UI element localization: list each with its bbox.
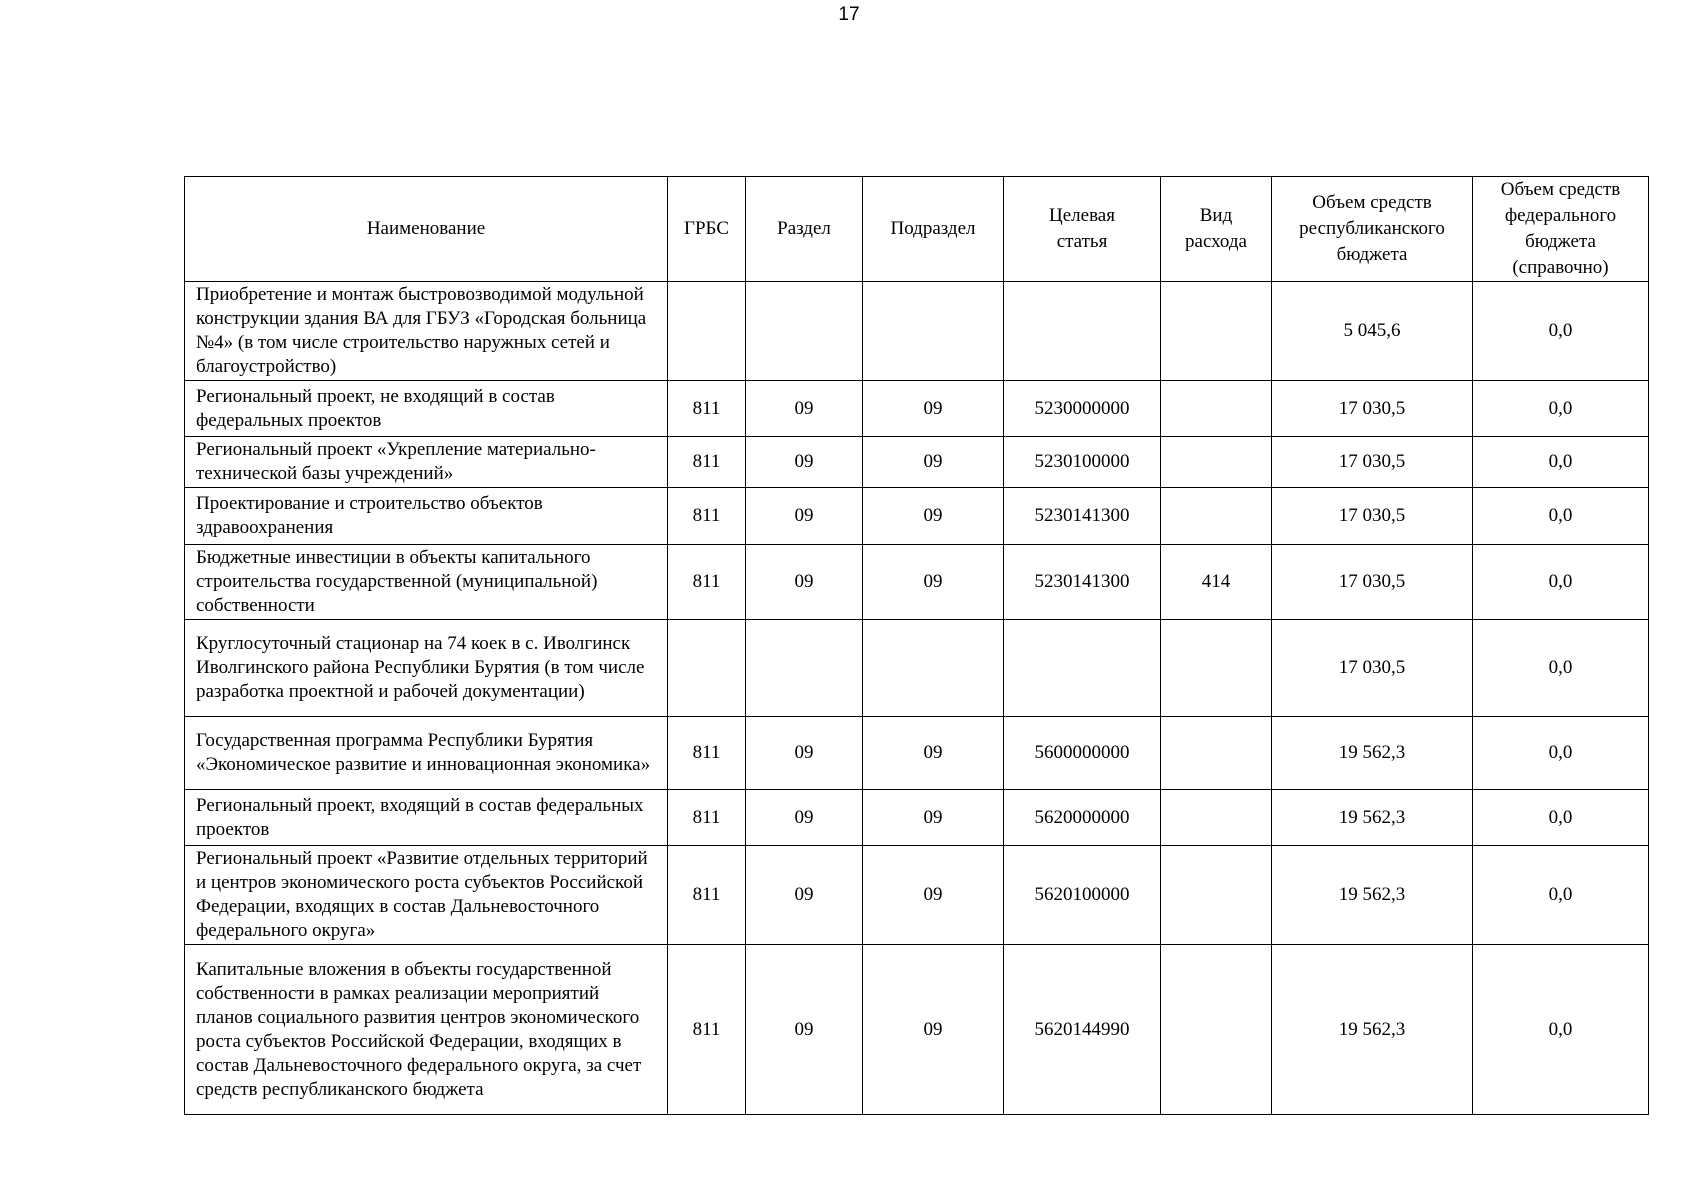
cell-grbs: 811 <box>668 545 746 620</box>
header-target-article: Целевая статья <box>1004 177 1161 282</box>
cell-name: Государственная программа Республики Бурятия «Экономическое развитие и инновационная экономика» <box>185 717 668 790</box>
cell-name: Региональный проект «Развитие отдельных территорий и центров экономического роста субъектов Российской Федерации, входящих в состав Дальневосточного федерального округа» <box>185 846 668 945</box>
cell-republic-budget: 19 562,3 <box>1272 945 1473 1115</box>
table-row <box>185 945 1649 1115</box>
cell-name: Круглосуточный стационар на 74 коек в с. Иволгинск Иволгинского района Республики Бурятия (в том числе разработка проектной и рабочей документации) <box>185 620 668 717</box>
header-row <box>185 177 1649 282</box>
header-name: Наименование <box>185 177 668 282</box>
cell-subsection <box>863 620 1004 717</box>
table-row <box>185 846 1649 945</box>
cell-expense-type <box>1161 488 1272 545</box>
cell-target-article <box>1004 620 1161 717</box>
cell-federal-budget: 0,0 <box>1473 282 1649 381</box>
cell-target-article: 5230100000 <box>1004 437 1161 488</box>
cell-grbs <box>668 282 746 381</box>
table-row <box>185 790 1649 846</box>
cell-grbs: 811 <box>668 488 746 545</box>
cell-federal-budget: 0,0 <box>1473 545 1649 620</box>
cell-subsection: 09 <box>863 437 1004 488</box>
header-federal-budget: Объем средств федерального бюджета (справочно) <box>1473 177 1649 282</box>
cell-target-article: 5620100000 <box>1004 846 1161 945</box>
cell-name: Проектирование и строительство объектов здравоохранения <box>185 488 668 545</box>
cell-name: Региональный проект «Укрепление материально-технической базы учреждений» <box>185 437 668 488</box>
cell-federal-budget: 0,0 <box>1473 488 1649 545</box>
cell-grbs <box>668 620 746 717</box>
cell-federal-budget: 0,0 <box>1473 846 1649 945</box>
cell-republic-budget: 19 562,3 <box>1272 790 1473 846</box>
cell-grbs: 811 <box>668 437 746 488</box>
cell-grbs: 811 <box>668 790 746 846</box>
cell-name: Бюджетные инвестиции в объекты капитального строительства государственной (муниципальной) собственности <box>185 545 668 620</box>
table-row <box>185 620 1649 717</box>
cell-republic-budget: 19 562,3 <box>1272 717 1473 790</box>
cell-expense-type <box>1161 717 1272 790</box>
cell-republic-budget: 17 030,5 <box>1272 620 1473 717</box>
cell-grbs: 811 <box>668 717 746 790</box>
cell-target-article: 5230141300 <box>1004 488 1161 545</box>
cell-republic-budget: 17 030,5 <box>1272 545 1473 620</box>
header-republic-budget: Объем средств республиканского бюджета <box>1272 177 1473 282</box>
table-body <box>185 282 1649 1115</box>
table-row <box>185 381 1649 437</box>
cell-section: 09 <box>746 437 863 488</box>
header-expense-type: Вид расхода <box>1161 177 1272 282</box>
cell-section: 09 <box>746 488 863 545</box>
cell-name: Приобретение и монтаж быстровозводимой модульной конструкции здания ВА для ГБУЗ «Городская больница №4» (в том числе строительство наружных сетей и благоустройство) <box>185 282 668 381</box>
cell-subsection: 09 <box>863 790 1004 846</box>
cell-expense-type <box>1161 945 1272 1115</box>
cell-grbs: 811 <box>668 945 746 1115</box>
cell-federal-budget: 0,0 <box>1473 381 1649 437</box>
cell-section: 09 <box>746 846 863 945</box>
cell-target-article: 5620000000 <box>1004 790 1161 846</box>
cell-federal-budget: 0,0 <box>1473 620 1649 717</box>
header-grbs: ГРБС <box>668 177 746 282</box>
cell-subsection: 09 <box>863 945 1004 1115</box>
cell-expense-type <box>1161 282 1272 381</box>
cell-section: 09 <box>746 545 863 620</box>
cell-name: Капитальные вложения в объекты государственной собственности в рамках реализации мероприятий планов социального развития центров экономического роста субъектов Российской Федерации, входящих в состав Дальневосточного федерального округа, за счет средств республиканского бюджета <box>185 945 668 1115</box>
cell-republic-budget: 17 030,5 <box>1272 437 1473 488</box>
header-section: Раздел <box>746 177 863 282</box>
cell-expense-type <box>1161 437 1272 488</box>
cell-name: Региональный проект, входящий в состав федеральных проектов <box>185 790 668 846</box>
cell-subsection: 09 <box>863 846 1004 945</box>
cell-republic-budget: 19 562,3 <box>1272 846 1473 945</box>
cell-section: 09 <box>746 717 863 790</box>
table-row <box>185 282 1649 381</box>
table-row <box>185 545 1649 620</box>
cell-name: Региональный проект, не входящий в состав федеральных проектов <box>185 381 668 437</box>
cell-target-article: 5230141300 <box>1004 545 1161 620</box>
cell-republic-budget: 17 030,5 <box>1272 488 1473 545</box>
cell-expense-type <box>1161 790 1272 846</box>
cell-target-article <box>1004 282 1161 381</box>
cell-expense-type: 414 <box>1161 545 1272 620</box>
cell-expense-type <box>1161 846 1272 945</box>
table-row <box>185 717 1649 790</box>
cell-federal-budget: 0,0 <box>1473 437 1649 488</box>
cell-republic-budget: 17 030,5 <box>1272 381 1473 437</box>
table-row <box>185 437 1649 488</box>
cell-subsection <box>863 282 1004 381</box>
cell-section: 09 <box>746 790 863 846</box>
cell-expense-type <box>1161 381 1272 437</box>
cell-republic-budget: 5 045,6 <box>1272 282 1473 381</box>
cell-subsection: 09 <box>863 717 1004 790</box>
table-header <box>185 177 1649 282</box>
cell-target-article: 5600000000 <box>1004 717 1161 790</box>
cell-subsection: 09 <box>863 545 1004 620</box>
header-subsection: Подраздел <box>863 177 1004 282</box>
cell-expense-type <box>1161 620 1272 717</box>
cell-section <box>746 620 863 717</box>
cell-target-article: 5620144990 <box>1004 945 1161 1115</box>
budget-table <box>184 176 1649 1115</box>
cell-section <box>746 282 863 381</box>
cell-federal-budget: 0,0 <box>1473 945 1649 1115</box>
cell-grbs: 811 <box>668 381 746 437</box>
cell-section: 09 <box>746 381 863 437</box>
cell-section: 09 <box>746 945 863 1115</box>
cell-federal-budget: 0,0 <box>1473 790 1649 846</box>
cell-grbs: 811 <box>668 846 746 945</box>
table-row <box>185 488 1649 545</box>
page-number: 17 <box>838 4 860 25</box>
cell-target-article: 5230000000 <box>1004 381 1161 437</box>
cell-subsection: 09 <box>863 488 1004 545</box>
cell-federal-budget: 0,0 <box>1473 717 1649 790</box>
cell-subsection: 09 <box>863 381 1004 437</box>
